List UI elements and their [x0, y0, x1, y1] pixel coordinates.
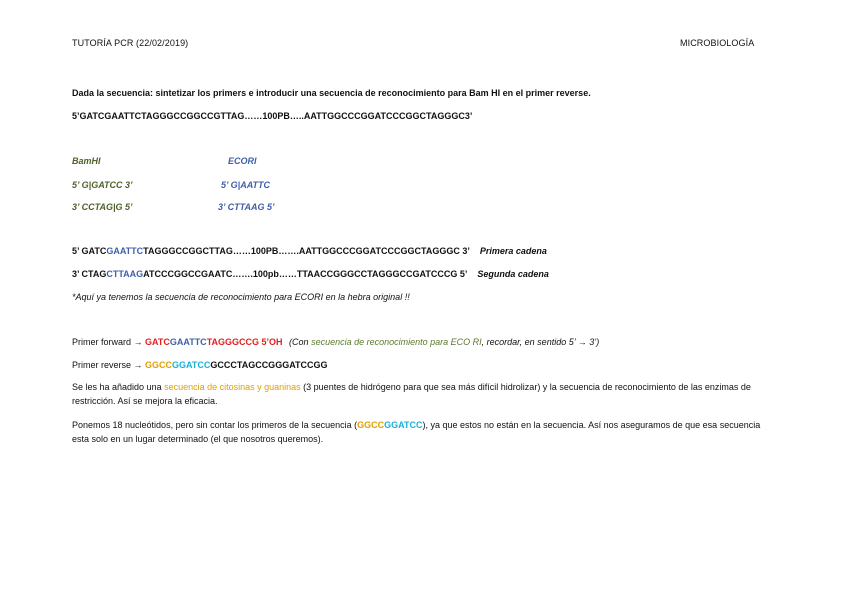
forward-label: Primer forward → — [72, 337, 146, 347]
ecori-site-top: 5’ G|AATTC — [221, 180, 271, 190]
bamhi-site-bottom: 3’ CCTAG|G 5’ — [72, 202, 133, 212]
strand2-prefix: 3’ CTAG — [72, 269, 107, 279]
strand1-ecori-site: GAATTC — [106, 246, 144, 256]
strand1-prefix: 5’ GATC — [72, 246, 107, 256]
forward-comment-highlight: secuencia de reconocimiento para ECO RI — [311, 337, 482, 347]
forward-comment — [289, 337, 599, 347]
strand2-label: Segunda cadena — [477, 269, 549, 279]
para2-site: GGATCC — [384, 420, 423, 430]
forward-part1: GATC — [145, 337, 170, 347]
forward-comment-end: , recordar, en sentido 5’ → 3’) — [481, 337, 600, 347]
paragraph-nucleotides — [72, 418, 778, 446]
primer-reverse — [72, 360, 328, 370]
para2-gc: GGCC — [357, 420, 385, 430]
reverse-bamhi-site: GGATCC — [172, 360, 211, 370]
reverse-part3: GCCCTAGCCGGGATCCGG — [210, 360, 328, 370]
para1-highlight: secuencia de citosinas y guaninas — [164, 382, 301, 392]
forward-comment-start: (Con — [289, 337, 312, 347]
ecori-site-bottom: 3’ CTTAAG 5’ — [218, 202, 275, 212]
para1-start: Se les ha añadido una — [72, 382, 165, 392]
header-title: TUTORÍA PCR (22/02/2019) — [72, 38, 189, 48]
ecori-note: *Aquí ya tenemos la secuencia de reconocimiento para ECORI en la hebra original !! — [72, 292, 410, 302]
forward-part3: TAGGGCCG 5’OH — [206, 337, 283, 347]
forward-ecori: GAATTC — [169, 337, 207, 347]
bamhi-site-top: 5’ G|GATCC 3’ — [72, 180, 133, 190]
given-sequence: 5’GATCGAATTCTAGGGCCGGCCGTTAG……100PB…..AATTGGCCCGGATCCCGGCTAGGGC3’ — [72, 111, 473, 121]
ecori-name: ECORI — [228, 156, 257, 166]
paragraph-gc — [72, 380, 778, 408]
para2-end: ), ya que estos no están en la secuencia. Así nos aseguramos de que esa secuencia esta solo en un lugar determinado (el que nosotros queremos). — [72, 420, 761, 444]
first-strand — [72, 246, 547, 256]
reverse-gc-clamp: GGCC — [145, 360, 173, 370]
instruction-text: Dada la secuencia: sintetizar los primers e introducir una secuencia de reconocimiento para Bam HI en el primer reverse. — [72, 88, 591, 98]
second-strand — [72, 269, 549, 279]
para2-start: Ponemos 18 nucleótidos, pero sin contar los primeros de la secuencia ( — [72, 420, 358, 430]
primer-forward — [72, 337, 599, 347]
strand2-ecori-site: CTTAAG — [106, 269, 144, 279]
strand1-rest: TAGGGCCGGCTTAG……100PB…….AATTGGCCCGGATCCCGGCTAGGGC 3’ — [143, 246, 470, 256]
reverse-label: Primer reverse → — [72, 360, 146, 370]
strand2-rest: ATCCCGGCCGAATC…….100pb……TTAACCGGGCCTAGGGCCGATCCCG 5’ — [143, 269, 467, 279]
header-subject: MICROBIOLOGÍA — [680, 38, 755, 48]
strand1-label: Primera cadena — [479, 246, 547, 256]
bamhi-name: BamHI — [72, 156, 101, 166]
para1-end: (3 puentes de hidrógeno para que sea más difícil hidrolizar) y la secuencia de reconocimiento de las enzimas de restricción. Así se mejora la eficacia. — [72, 382, 751, 406]
